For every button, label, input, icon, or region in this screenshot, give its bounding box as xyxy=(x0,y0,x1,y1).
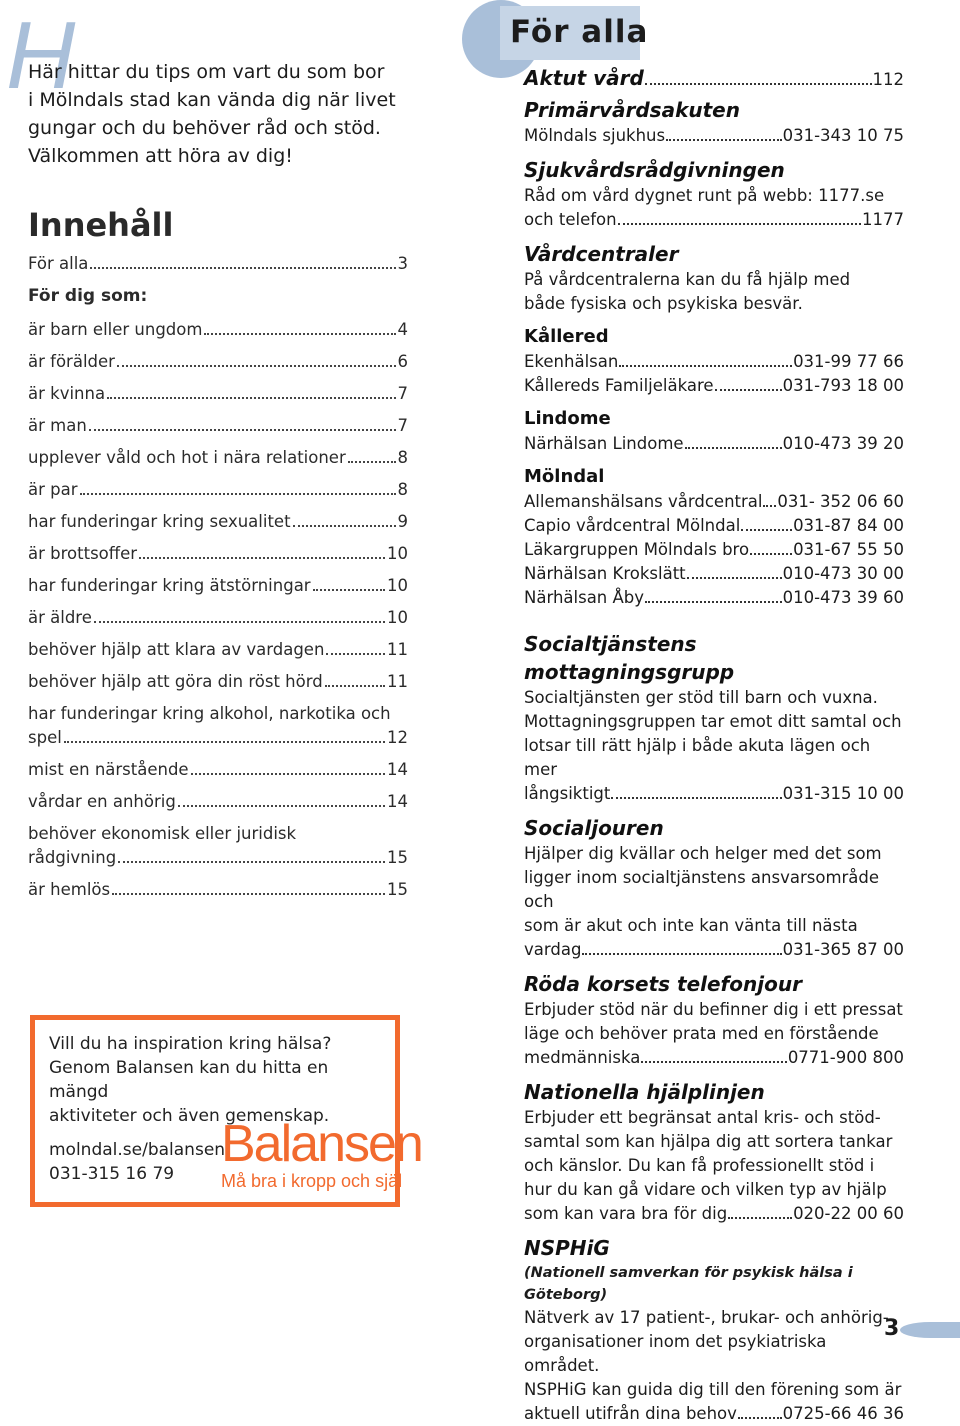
toc-entry-label: har funderingar kring ätstörningar xyxy=(28,576,311,595)
balansen-logo xyxy=(221,1115,422,1192)
toc-entry-label-line: behöver ekonomisk eller juridisk xyxy=(28,824,297,843)
contact-label: Läkargruppen Mölndals bro xyxy=(524,540,750,559)
body-text: och känslor. Du kan få professionellt stöd i xyxy=(524,1156,875,1175)
section-title-socialjouren: Socialjouren xyxy=(524,816,664,840)
contact-row xyxy=(524,586,904,610)
toc-entry-label: är brottsoffer xyxy=(28,544,138,563)
contact-row xyxy=(524,124,904,148)
toc-entry-page: 8 xyxy=(397,480,408,499)
body-text: organisationer inom det psykiatriska området. xyxy=(524,1332,827,1375)
toc-title: Innehåll xyxy=(28,206,174,244)
leader-dots xyxy=(293,525,396,527)
toc-subheading: För dig som: xyxy=(28,286,148,306)
section-subtitle-nsphig: (Nationell samverkan för psykisk hälsa i Göteborg) xyxy=(524,1265,853,1303)
body-text: På vårdcentralerna kan du få hjälp med xyxy=(524,270,851,289)
phone-number[interactable]: 031-99 77 66 xyxy=(793,352,904,371)
vardcentral-groups xyxy=(524,324,904,618)
section-title-socialtjanst: Socialtjänstens mottagningsgrupp xyxy=(524,632,735,684)
contact-label: Mölndals sjukhus xyxy=(524,126,666,145)
leader-dots xyxy=(204,333,395,335)
contact-row xyxy=(524,350,904,374)
intro-line: Här hittar du tips om vart du som bor xyxy=(28,61,385,83)
contact-label: och telefon xyxy=(524,210,617,229)
toc-entry-label: är hemlös xyxy=(28,880,111,899)
leader-dots xyxy=(325,685,385,687)
body-text: Hjälper dig kvällar och helger med det som xyxy=(524,844,882,863)
contact-label: vardag xyxy=(524,940,582,959)
toc-entry-page: 15 xyxy=(387,848,408,867)
leader-dots xyxy=(685,447,782,449)
toc-entry[interactable] xyxy=(28,878,408,910)
leader-dots xyxy=(738,1417,782,1419)
phone-number[interactable]: 031-67 55 50 xyxy=(793,540,904,559)
leader-dots xyxy=(728,1217,792,1219)
toc-entry[interactable] xyxy=(28,790,408,822)
body-text: NSPHiG kan guida dig till den förening som är xyxy=(524,1380,902,1399)
phone-number[interactable]: 031- 352 06 60 xyxy=(777,492,904,511)
leader-dots xyxy=(107,397,395,399)
body-text: Erbjuder stöd när du befinner dig i ett pressat xyxy=(524,1000,903,1019)
body-text: Mottagningsgruppen tar emot ditt samtal och xyxy=(524,712,902,731)
leader-dots xyxy=(326,653,385,655)
contact-row-aktut xyxy=(524,64,904,92)
contact-row xyxy=(524,782,904,806)
section-title-nationella-hjalplinjen: Nationella hjälplinjen xyxy=(524,1080,765,1104)
toc-entry[interactable] xyxy=(28,702,408,758)
toc-entry-page: 11 xyxy=(387,640,408,659)
contact-label: aktuell utifrån dina behov xyxy=(524,1404,737,1423)
toc-entry-page: 14 xyxy=(387,792,408,811)
leader-dots xyxy=(611,797,781,799)
toc-entry-label: är man xyxy=(28,416,87,435)
contact-row xyxy=(524,1046,904,1070)
leader-dots xyxy=(348,461,396,463)
toc-entry-label: upplever våld och hot i nära relationer xyxy=(28,448,346,467)
body-text: Erbjuder ett begränsat antal kris- och stöd- xyxy=(524,1108,881,1127)
balansen-logo-tagline: Må bra i kropp och själ xyxy=(221,1171,403,1191)
phone-number[interactable]: 1177 xyxy=(862,210,904,229)
body-text: ligger inom socialtjänstens ansvarsområde och xyxy=(524,868,880,911)
body-text: lotsar till rätt hjälp i både akuta lägen och mer xyxy=(524,736,871,779)
leader-dots xyxy=(582,953,781,955)
intro-line: i Mölndals stad kan vända dig när livet xyxy=(28,89,396,111)
leader-dots xyxy=(191,773,385,775)
toc-entry[interactable] xyxy=(28,574,408,606)
contact-row xyxy=(524,208,904,232)
body-text: Råd om vård dygnet runt på webb: 1177.se xyxy=(524,186,885,205)
section-title-nsphig: NSPHiG xyxy=(524,1236,610,1260)
contact-label: Ekenhälsan xyxy=(524,352,619,371)
contact-directory xyxy=(524,64,904,1426)
toc-entry-label: är par xyxy=(28,480,78,499)
leader-dots xyxy=(112,893,385,895)
toc-entry-label: är kvinna xyxy=(28,384,106,403)
toc-entry-label: är barn eller ungdom xyxy=(28,320,203,339)
toc-entry-page: 6 xyxy=(397,352,408,371)
contact-label: Kållereds Familjeläkare xyxy=(524,376,714,395)
contact-row xyxy=(524,374,904,398)
contact-row xyxy=(524,514,904,538)
leader-dots xyxy=(117,365,396,367)
body-text: som är akut och inte kan vänta till nästa xyxy=(524,916,858,935)
leader-dots xyxy=(645,601,782,603)
section-header-title: För alla xyxy=(510,14,649,50)
toc-entry-page: 8 xyxy=(397,448,408,467)
page-number-decoration xyxy=(900,1322,960,1338)
phone-number[interactable]: 0771-900 800 xyxy=(787,1048,904,1067)
contact-label: Närhälsan Krokslätt xyxy=(524,564,686,583)
phone-number[interactable]: 0725-66 46 36 xyxy=(782,1404,904,1423)
leader-dots xyxy=(118,861,385,863)
phone-number[interactable]: 031-87 84 00 xyxy=(793,516,904,535)
section-title-aktut: Aktut vård xyxy=(524,66,644,90)
contact-label: Närhälsan Åby xyxy=(524,588,645,607)
promo-website-link[interactable]: molndal.se/balansen xyxy=(49,1140,226,1160)
promo-line: Genom Balansen kan du hitta en mängd xyxy=(49,1058,329,1102)
leader-dots xyxy=(89,429,396,431)
leader-dots xyxy=(645,83,872,85)
toc-entry[interactable] xyxy=(28,318,408,350)
body-text: både fysiska och psykiska besvär. xyxy=(524,294,803,313)
contact-label: som kan vara bra för dig xyxy=(524,1204,728,1223)
toc-entry-label: är förälder xyxy=(28,352,115,371)
contact-row xyxy=(524,432,904,456)
toc-entry-page: 11 xyxy=(387,672,408,691)
toc-entry[interactable] xyxy=(28,252,408,284)
toc-entry-label: behöver hjälp att göra din röst hörd xyxy=(28,672,323,691)
table-of-contents xyxy=(28,252,408,910)
leader-dots xyxy=(641,1061,786,1063)
toc-entry-page: 7 xyxy=(397,416,408,435)
body-text: hur du kan gå vidare och vilken typ av hjälp xyxy=(524,1180,887,1199)
body-text: samtal som kan hjälpa dig att sortera tankar xyxy=(524,1132,893,1151)
toc-entry[interactable] xyxy=(28,414,408,446)
toc-entry[interactable] xyxy=(28,382,408,414)
promo-line: aktiviteter och även gemenskap. xyxy=(49,1106,330,1126)
toc-entry-label: har funderingar kring sexualitet xyxy=(28,512,291,531)
toc-entry[interactable] xyxy=(28,510,408,542)
contact-label: Närhälsan Lindome xyxy=(524,434,684,453)
phone-number[interactable]: 112 xyxy=(872,70,904,89)
area-title: Mölndal xyxy=(524,466,605,487)
toc-entry-label: För alla xyxy=(28,254,89,273)
contact-label: långsiktigt xyxy=(524,784,611,803)
intro-text xyxy=(28,58,428,170)
leader-dots xyxy=(90,267,395,269)
body-text: Socialtjänsten ger stöd till barn och vuxna. xyxy=(524,688,878,707)
phone-number[interactable]: 031-793 18 00 xyxy=(782,376,904,395)
intro-line: Välkommen att höra av dig! xyxy=(28,145,293,167)
toc-entry-page: 12 xyxy=(387,728,408,747)
contact-label: medmänniska xyxy=(524,1048,641,1067)
toc-entry-label: behöver hjälp att klara av vardagen xyxy=(28,640,325,659)
leader-dots xyxy=(741,529,792,531)
body-text: läge och behöver prata med en förstående xyxy=(524,1024,879,1043)
toc-entry[interactable] xyxy=(28,822,408,878)
section-title-vardcentraler: Vårdcentraler xyxy=(524,242,679,266)
toc-entry[interactable] xyxy=(28,606,408,638)
contact-row xyxy=(524,538,904,562)
promo-phone: 031-315 16 79 xyxy=(49,1164,175,1184)
toc-entry-page: 7 xyxy=(397,384,408,403)
leader-dots xyxy=(666,139,781,141)
contact-label: Capio vårdcentral Mölndal xyxy=(524,516,741,535)
phone-number[interactable]: 031-315 10 00 xyxy=(782,784,904,803)
promo-line: Vill du ha inspiration kring hälsa? xyxy=(49,1034,332,1054)
toc-entry[interactable] xyxy=(28,670,408,702)
toc-entry-label: rådgivning xyxy=(28,848,117,867)
phone-number[interactable]: 031-365 87 00 xyxy=(782,940,904,959)
contact-label: Allemanshälsans vårdcentral xyxy=(524,492,763,511)
leader-dots xyxy=(80,493,396,495)
leader-dots xyxy=(139,557,385,559)
contact-row xyxy=(524,938,904,962)
body-text: Nätverk av 17 patient-, brukar- och anhörig- xyxy=(524,1308,889,1327)
toc-entry-label: vårdar en anhörig xyxy=(28,792,176,811)
leader-dots xyxy=(750,553,792,555)
toc-entry-label: är äldre xyxy=(28,608,92,627)
leader-dots xyxy=(618,223,861,225)
leader-dots xyxy=(313,589,385,591)
toc-entry[interactable] xyxy=(28,542,408,574)
phone-number[interactable]: 010-473 39 60 xyxy=(782,588,904,607)
leader-dots xyxy=(763,505,776,507)
leader-dots xyxy=(64,741,385,743)
contact-row xyxy=(524,1402,904,1426)
leader-dots xyxy=(178,805,385,807)
balansen-promo-box xyxy=(30,1015,422,1207)
contact-row xyxy=(524,1202,904,1226)
contact-row xyxy=(524,490,904,514)
toc-entry-page: 10 xyxy=(387,576,408,595)
toc-entry-label: spel xyxy=(28,728,62,747)
toc-entry[interactable] xyxy=(28,478,408,510)
phone-number[interactable]: 020-22 00 60 xyxy=(793,1204,904,1223)
toc-entry-page: 15 xyxy=(387,880,408,899)
toc-entry-page: 4 xyxy=(397,320,408,339)
leader-dots xyxy=(619,365,792,367)
toc-entry[interactable] xyxy=(28,758,408,790)
contact-row xyxy=(524,562,904,586)
phone-number[interactable]: 010-473 30 00 xyxy=(782,564,904,583)
section-title-sjukvardsradgivning: Sjukvårdsrådgivningen xyxy=(524,158,785,182)
toc-entry-label-line: har funderingar kring alkohol, narkotika och xyxy=(28,704,391,723)
balansen-logo-word: Balansen xyxy=(221,1115,422,1173)
intro-line: gungar och du behöver råd och stöd. xyxy=(28,117,381,139)
section-title-primarvard: Primärvårdsakuten xyxy=(524,98,740,122)
leader-dots xyxy=(94,621,385,623)
toc-entry[interactable] xyxy=(28,638,408,670)
toc-entry-page: 9 xyxy=(397,512,408,531)
phone-number[interactable]: 031-343 10 75 xyxy=(782,126,904,145)
toc-entry-page: 14 xyxy=(387,760,408,779)
toc-entry-page: 10 xyxy=(387,608,408,627)
toc-entry-page: 10 xyxy=(387,544,408,563)
area-title: Kållered xyxy=(524,326,609,347)
area-title: Lindome xyxy=(524,408,611,429)
page-number: 3 xyxy=(884,1316,900,1341)
section-title-roda-korset: Röda korsets telefonjour xyxy=(524,972,802,996)
leader-dots xyxy=(715,389,782,391)
decorative-initial-letter: H xyxy=(6,2,76,109)
phone-number[interactable]: 010-473 39 20 xyxy=(782,434,904,453)
toc-entry[interactable] xyxy=(28,446,408,478)
toc-entry-page: 3 xyxy=(397,254,408,273)
leader-dots xyxy=(687,577,782,579)
toc-entry[interactable] xyxy=(28,350,408,382)
toc-entry-label: mist en närstående xyxy=(28,760,189,779)
